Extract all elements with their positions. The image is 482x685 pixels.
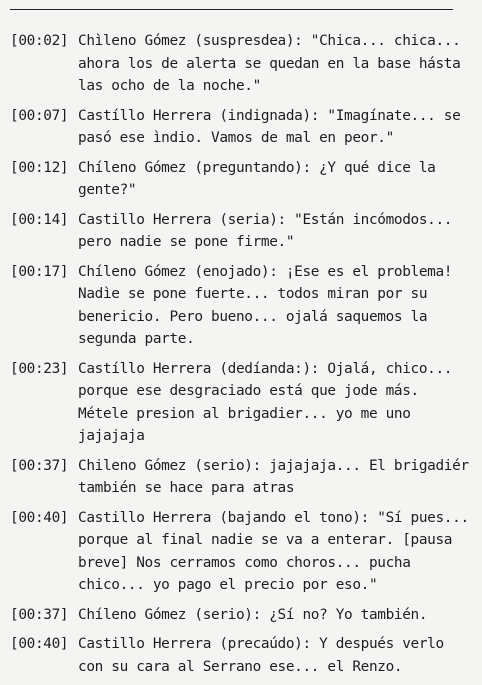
dialogue-text: Chìleno Gómez (suspresdea): "Chica... chica... ahora los de alerta se quedan en la base hásta las ocho de la noche." [78, 33, 461, 94]
timestamp: [00:37] [10, 457, 69, 474]
dialogue-text: Chileno Gómez (serio): jajajaja... El brigadiér también se hace para atras [78, 457, 469, 496]
transcript-entry [10, 507, 476, 597]
dialogue-text: Chíleno Gómez (enojado): ¡Ese es el problema! Nadìe se pone fuerte... todos miran por su benericio. Pero bueno... ojalá saquemos la segunda parte. [78, 263, 453, 347]
transcript-entry [10, 358, 476, 448]
top-divider [10, 9, 453, 10]
dialogue-text: Chíleno Gómez (preguntando): ¿Y qué dice la gente?" [78, 159, 436, 198]
timestamp: [00:40] [10, 509, 69, 526]
transcript [10, 30, 476, 685]
dialogue-text: Castillo Herrera (seria): "Están incómodos... pero nadie se pone firme." [78, 211, 453, 250]
timestamp: [00:14] [10, 211, 69, 228]
transcript-entry [10, 30, 476, 98]
timestamp: [00:02] [10, 33, 69, 49]
transcript-entry [10, 261, 476, 351]
timestamp: [00:37] [10, 606, 69, 623]
transcript-entry [10, 455, 476, 500]
timestamp: [00:17] [10, 263, 69, 280]
transcript-entry [10, 157, 476, 202]
timestamp: [00:07] [10, 107, 69, 124]
timestamp: [00:23] [10, 360, 69, 377]
dialogue-text: Castíllo Herrera (dedíanda:): Ojalá, chico... porque ese desgraciado está que jode más. Métele presion al brigadier... yo me uno jajajaja [78, 360, 453, 444]
transcript-entry [10, 105, 476, 150]
dialogue-text: Castillo Herrera (bajando el tono): "Sí pues... porque al final nadie se va a enterar. [pausa breve] Nos cerramos como choros... pucha chico... yo pago el precio por eso." [78, 509, 469, 593]
timestamp: [00:40] [10, 636, 69, 652]
dialogue-text: Castíllo Herrera (indignada): "Imagínate... se pasó ese ìndio. Vamos de mal en peor." [78, 107, 461, 146]
transcript-entry [10, 209, 476, 254]
timestamp: [00:12] [10, 159, 69, 176]
transcript-entry [10, 604, 476, 627]
dialogue-text: Castillo Herrera (precaúdo): Y después verlo con su cara al Serrano ese... el Renzo. [78, 636, 444, 675]
dialogue-text: Chíleno Gómez (serio): ¿Sí no? Yo también. [78, 606, 428, 623]
transcript-entry [10, 633, 476, 678]
